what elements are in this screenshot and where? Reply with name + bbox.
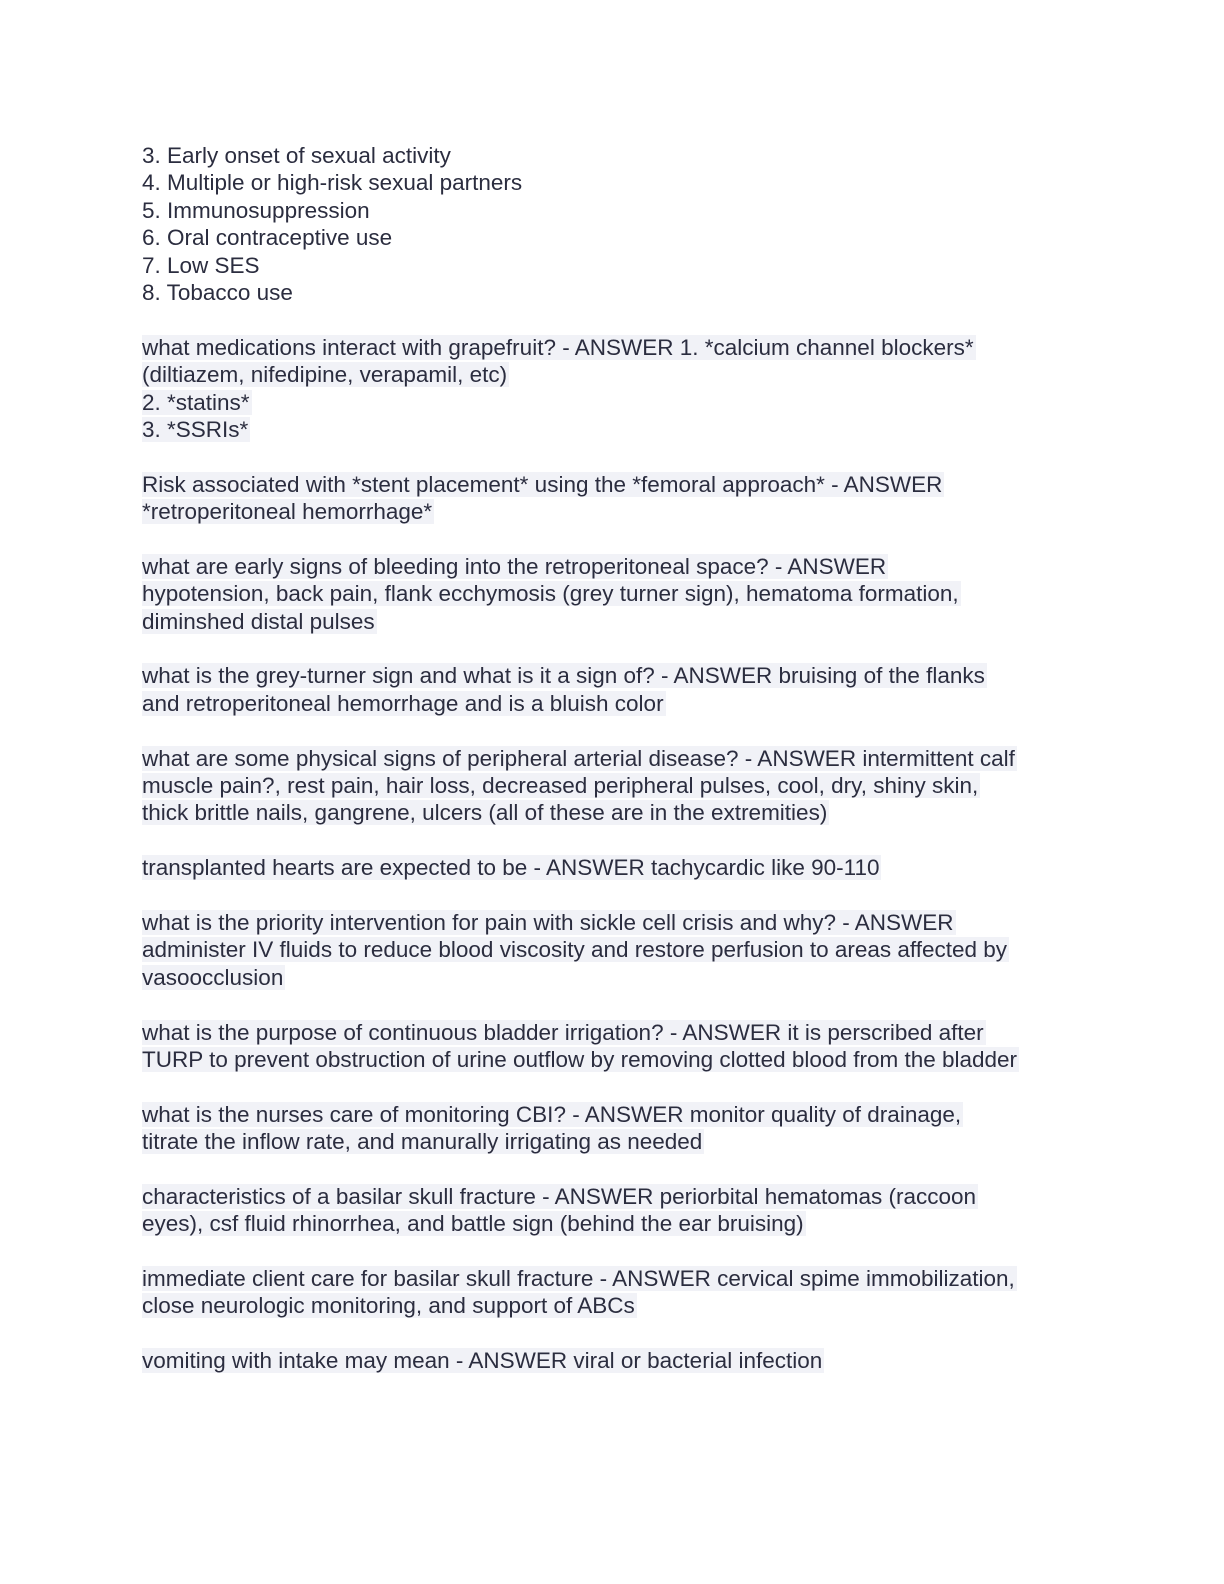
qa-line: what is the grey-turner sign and what is it a sign of? - ANSWER bruising of the flanks	[142, 663, 985, 689]
list-item: 6. Oral contraceptive use	[142, 225, 393, 251]
paragraph-gap	[142, 991, 1082, 1018]
qa-line: administer IV fluids to reduce blood viscosity and restore perfusion to areas affected by	[142, 937, 1008, 963]
qa-block	[142, 1347, 1082, 1374]
qa-line: vasoocclusion	[142, 964, 284, 990]
list-item: 3. Early onset of sexual activity	[142, 143, 451, 168]
qa-block	[142, 1019, 1082, 1074]
qa-block	[142, 334, 1082, 444]
qa-line: what are some physical signs of peripheral arterial disease? - ANSWER intermittent calf	[142, 745, 1015, 771]
qa-block	[142, 662, 1082, 717]
qa-block	[142, 854, 1082, 881]
qa-line: characteristics of a basilar skull fracture - ANSWER periorbital hematomas (raccoon	[142, 1183, 977, 1209]
list-item: 4. Multiple or high-risk sexual partners	[142, 170, 523, 196]
qa-block	[142, 745, 1082, 827]
qa-block	[142, 471, 1082, 526]
qa-line: vomiting with intake may mean - ANSWER viral or bacterial infection	[142, 1348, 823, 1374]
qa-line: (diltiazem, nifedipine, verapamil, etc)	[142, 362, 508, 388]
qa-line: transplanted hearts are expected to be - ANSWER tachycardic like 90-110	[142, 855, 880, 881]
qa-block	[142, 1183, 1082, 1238]
list-item: 5. Immunosuppression	[142, 197, 370, 223]
paragraph-gap	[142, 1238, 1082, 1265]
paragraph-gap	[142, 827, 1082, 854]
risk-factor-list	[142, 142, 1082, 306]
qa-line: what are early signs of bleeding into the retroperitoneal space? - ANSWER	[142, 553, 887, 579]
qa-block	[142, 909, 1082, 991]
qa-line: 2. *statins*	[142, 389, 250, 415]
qa-line: what is the nurses care of monitoring CBI? - ANSWER monitor quality of drainage,	[142, 1101, 962, 1127]
paragraph-gap	[142, 882, 1082, 909]
qa-line: and retroperitoneal hemorrhage and is a bluish color	[142, 690, 664, 716]
qa-line: muscle pain?, rest pain, hair loss, decreased peripheral pulses, cool, dry, shiny skin,	[142, 772, 979, 798]
qa-line: eyes), csf fluid rhinorrhea, and battle sign (behind the ear bruising)	[142, 1211, 804, 1237]
qa-line: titrate the inflow rate, and manurally irrigating as needed	[142, 1129, 703, 1155]
paragraph-gap	[142, 1155, 1082, 1182]
qa-line: close neurologic monitoring, and support of ABCs	[142, 1293, 635, 1319]
qa-block	[142, 553, 1082, 635]
qa-line: thick brittle nails, gangrene, ulcers (all of these are in the extremities)	[142, 800, 828, 826]
qa-line: 3. *SSRIs*	[142, 416, 249, 442]
qa-line: *retroperitoneal hemorrhage*	[142, 499, 433, 525]
paragraph-gap	[142, 635, 1082, 662]
qa-line: hypotension, back pain, flank ecchymosis (grey turner sign), hematoma formation,	[142, 581, 959, 607]
document-page	[142, 142, 1082, 1375]
paragraph-gap	[142, 1073, 1082, 1100]
qa-line: Risk associated with *stent placement* using the *femoral approach* - ANSWER	[142, 471, 943, 497]
qa-line: diminshed distal pulses	[142, 608, 375, 634]
paragraph-gap	[142, 525, 1082, 552]
qa-block	[142, 1265, 1082, 1320]
paragraph-gap	[142, 717, 1082, 744]
paragraph-gap	[142, 306, 1082, 333]
qa-block	[142, 1101, 1082, 1156]
qa-line: TURP to prevent obstruction of urine outflow by removing clotted blood from the bladder	[142, 1046, 1018, 1072]
qa-line: what is the purpose of continuous bladder irrigation? - ANSWER it is perscribed after	[142, 1019, 984, 1045]
paragraph-gap	[142, 1320, 1082, 1347]
qa-line: immediate client care for basilar skull fracture - ANSWER cervical spime immobilization,	[142, 1266, 1015, 1292]
qa-line: what is the priority intervention for pain with sickle cell crisis and why? - ANSWER	[142, 909, 954, 935]
list-item: 7. Low SES	[142, 252, 260, 278]
qa-line: what medications interact with grapefruit? - ANSWER 1. *calcium channel blockers*	[142, 334, 974, 360]
list-item: 8. Tobacco use	[142, 279, 293, 305]
paragraph-gap	[142, 443, 1082, 470]
